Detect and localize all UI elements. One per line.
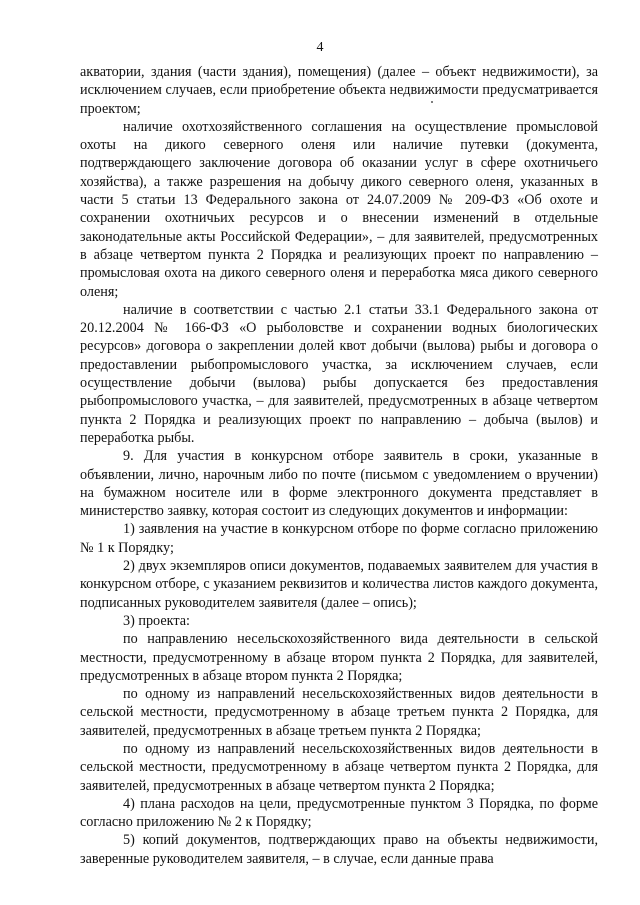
paragraph-item-1: 1) заявления на участие в конкурсном отборе по форме согласно приложению № 1 к Порядку; — [80, 521, 598, 556]
paragraph-continuation: акватории, здания (части здания), помещения) (далее – объект недвижимости), за исключением случаев, если приобретение объекта недвижимости предусматривается проектом; — [80, 64, 598, 117]
paragraph-item-2: 2) двух экземпляров описи документов, подаваемых заявителем для участия в конкурсном отборе, с указанием реквизитов и количества листов каждого документа, подписанных руководителем заявителя (далее – опись); — [80, 558, 598, 611]
paragraph-project-direction-second: по направлению несельскохозяйственного вида деятельности в сельской местности, предусмотренному в абзаце втором пункта 2 Порядка, для заявителей, предусмотренных в абзаце втором пункта 2 Порядка; — [80, 631, 598, 684]
page-number: 4 — [316, 40, 324, 55]
paragraph-item-4: 4) плана расходов на цели, предусмотренные пунктом 3 Порядка, по форме согласно приложению № 2 к Порядку; — [80, 795, 598, 831]
document-body — [80, 63, 598, 868]
paragraph-fishing-quota: наличие в соответствии с частью 2.1 статьи 33.1 Федерального закона от 20.12.2004 № 166-ФЗ «О рыболовстве и сохранении водных биологических ресурсов» договора о закреплении долей квот добычи (вылова) рыбы и договора о предоставлении рыбопромыслового участка, за исключением случаев, если осуществление добычи (вылова) рыбы допускается без предоставления рыбопромыслового участка, – для заявителей, предусмотренных в абзаце четвертом пункта 2 Порядка и реализующих проект по направлению – добыча (вылов) и переработка рыбы. — [80, 301, 598, 446]
paragraph-hunting-agreement: наличие охотхозяйственного соглашения на осуществление промысловой охоты на дикого северного оленя или наличие путевки (документа, подтверждающего заключение договора об оказании услуг в сфере охотничьего хозяйства), а также разрешения на добычу дикого северного оленя, указанных в части 5 статьи 13 Федерального закона от 24.07.2009 № 209-ФЗ «Об охоте и сохранении охотничьих ресурсов и о внесении изменений в отдельные законодательные акты Российской Федерации», – для заявителей, предусмотренных в абзаце четвертом пункта 2 Порядка и реализующих проект по направлению – промысловая охота на дикого северного оленя и переработка мяса дикого северного оленя; — [80, 118, 598, 300]
paragraph-project-direction-fourth: по одному из направлений несельскохозяйственных видов деятельности в сельской местности, предусмотренному в абзаце четвертом пункта 2 Порядка, для заявителей, предусмотренных в абзаце четвертом пункта 2 Порядка; — [80, 740, 598, 794]
paragraph-item-3: 3) проекта: — [123, 612, 190, 629]
paragraph-item-9: 9. Для участия в конкурсном отборе заявитель в сроки, указанные в объявлении, лично, нарочным либо по почте (письмом с уведомлением о вручении) на бумажном носителе или в форме электронного документа представляет в министерство заявку, которая состоит из следующих документов и информации: — [80, 448, 598, 520]
paragraph-project-direction-third: по одному из направлений несельскохозяйственных видов деятельности в сельской местности, предусмотренному в абзаце третьем пункта 2 Порядка, для заявителей, предусмотренных в абзаце третьем пункта 2 Порядка; — [80, 686, 598, 739]
paragraph-item-5: 5) копий документов, подтверждающих право на объекты недвижимости, заверенные руководителем заявителя, – в случае, если данные права — [80, 832, 598, 867]
